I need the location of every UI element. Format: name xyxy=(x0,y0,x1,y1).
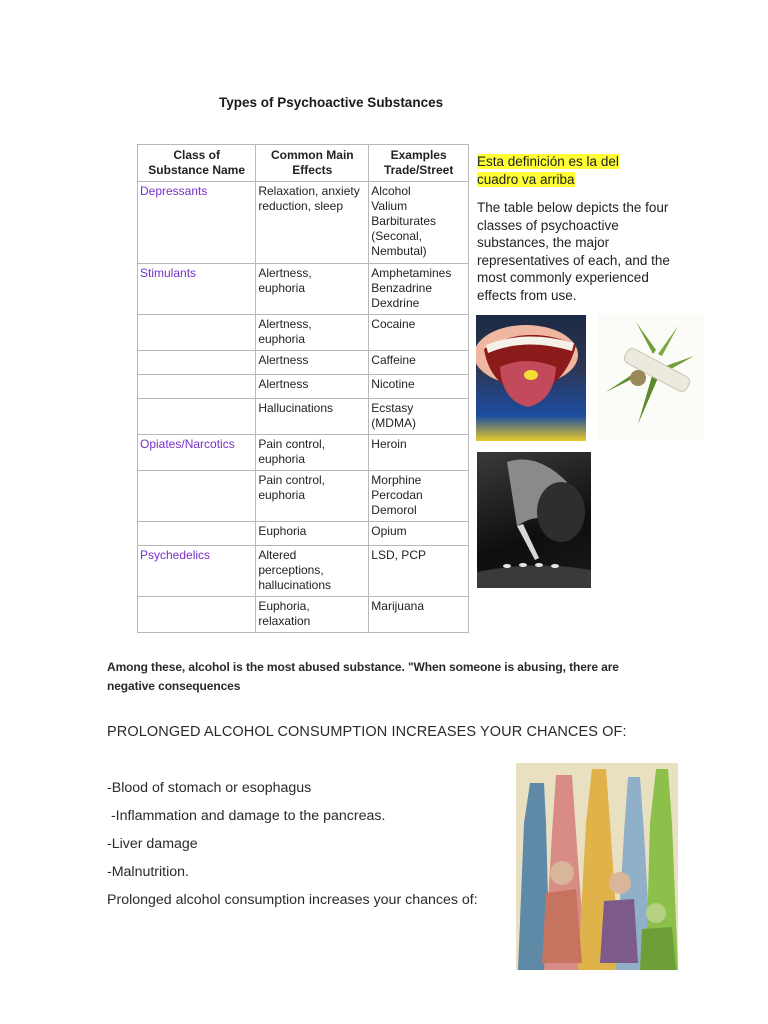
class-cell xyxy=(138,375,256,399)
class-cell xyxy=(138,597,256,633)
table-row xyxy=(138,546,469,597)
table-row xyxy=(138,522,469,546)
list-item: -Inflammation and damage to the pancreas. xyxy=(107,808,386,824)
list-item: -Blood of stomach or esophagus xyxy=(107,780,312,796)
effects-cell: Euphoria xyxy=(256,522,369,546)
effects-cell: Pain control, euphoria xyxy=(256,435,369,471)
effects-cell: Pain control, euphoria xyxy=(256,471,369,522)
class-cell xyxy=(138,399,256,435)
effects-cell: Alertness, euphoria xyxy=(256,315,369,351)
table-header-row xyxy=(138,145,469,182)
header-class: Class of Substance Name xyxy=(138,145,256,182)
table-row xyxy=(138,375,469,399)
class-cell xyxy=(138,315,256,351)
table-row xyxy=(138,315,469,351)
effects-cell: Alertness, euphoria xyxy=(256,264,369,315)
note-line-1: Esta definición es la del xyxy=(477,154,619,169)
table-description: The table below depicts the four classes of psychoactive substances, the major representatives of each, and the most commonly experienced effects from use. xyxy=(477,200,670,303)
consequence-list xyxy=(107,779,478,919)
table-row xyxy=(138,471,469,522)
examples-cell: Heroin xyxy=(369,435,469,471)
table-row xyxy=(138,351,469,375)
examples-cell: Alcohol Valium Barbiturates (Seconal, Nembutal) xyxy=(369,182,469,264)
header-examples: Examples Trade/Street xyxy=(369,145,469,182)
note-line-2: cuadro va arriba xyxy=(477,172,575,187)
page-title: Types of Psychoactive Substances xyxy=(219,95,444,110)
table-row xyxy=(138,182,469,264)
examples-cell: Morphine Percodan Demorol xyxy=(369,471,469,522)
alcohol-bottles-illustration xyxy=(516,763,678,970)
examples-cell: Caffeine xyxy=(369,351,469,375)
header-effects: Common Main Effects xyxy=(256,145,369,182)
examples-cell: Nicotine xyxy=(369,375,469,399)
effects-cell: Euphoria, relaxation xyxy=(256,597,369,633)
effects-cell: Alertness xyxy=(256,351,369,375)
effects-cell: Hallucinations xyxy=(256,399,369,435)
class-cell: Stimulants xyxy=(138,264,256,315)
examples-cell: Amphetamines Benzadrine Dexdrine xyxy=(369,264,469,315)
substances-table xyxy=(137,144,469,633)
table-row xyxy=(138,264,469,315)
class-cell xyxy=(138,471,256,522)
list-item: -Malnutrition. xyxy=(107,864,190,880)
examples-cell: Ecstasy (MDMA) xyxy=(369,399,469,435)
class-cell xyxy=(138,522,256,546)
tongue-pill-photo xyxy=(476,315,586,441)
class-cell xyxy=(138,351,256,375)
examples-cell: Cocaine xyxy=(369,315,469,351)
table-row xyxy=(138,435,469,471)
section-heading: PROLONGED ALCOHOL CONSUMPTION INCREASES YOUR CHANCES OF: xyxy=(107,724,627,740)
highlighted-note xyxy=(477,153,619,189)
table-row xyxy=(138,399,469,435)
table-row xyxy=(138,597,469,633)
abuse-paragraph: Among these, alcohol is the most abused substance. "When someone is abusing, there are negative consequences xyxy=(107,660,619,693)
drug-use-photo xyxy=(477,452,591,588)
effects-cell: Relaxation, anxiety reduction, sleep xyxy=(256,182,369,264)
examples-cell: LSD, PCP xyxy=(369,546,469,597)
examples-cell: Opium xyxy=(369,522,469,546)
class-cell: Opiates/Narcotics xyxy=(138,435,256,471)
marijuana-leaf-photo xyxy=(598,314,705,440)
class-cell: Psychedelics xyxy=(138,546,256,597)
effects-cell: Altered perceptions, hallucinations xyxy=(256,546,369,597)
effects-cell: Alertness xyxy=(256,375,369,399)
list-item: Prolonged alcohol consumption increases your chances of: xyxy=(107,892,478,908)
list-item: -Liver damage xyxy=(107,836,198,852)
examples-cell: Marijuana xyxy=(369,597,469,633)
class-cell: Depressants xyxy=(138,182,256,264)
